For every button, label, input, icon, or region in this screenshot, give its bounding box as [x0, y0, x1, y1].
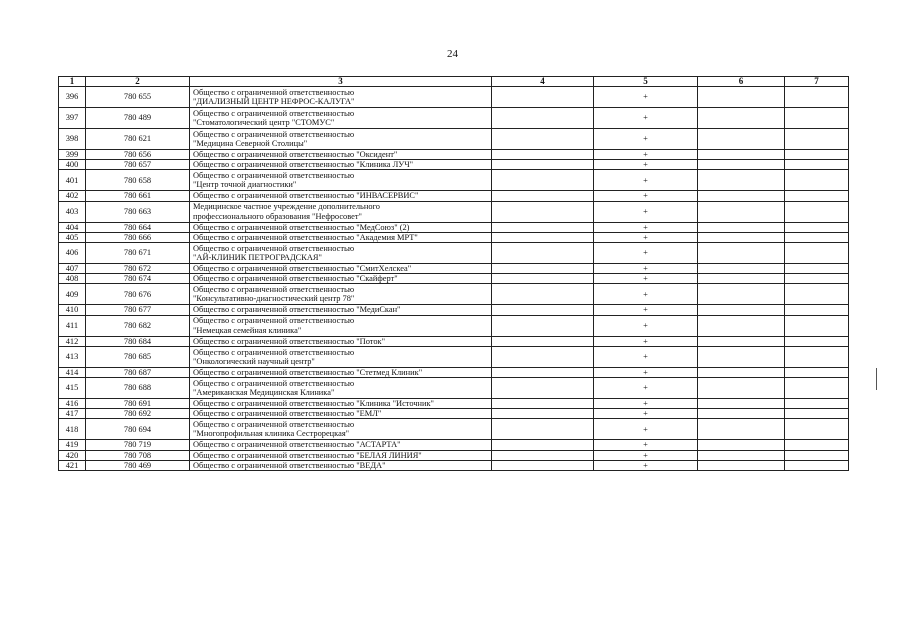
organization-name-line: Общество с ограниченной ответственностью [193, 347, 355, 357]
organization-name-cell [190, 305, 492, 315]
registry-code-cell: 780 682 [86, 315, 190, 336]
registry-code-cell: 780 657 [86, 160, 190, 170]
organization-name-line: Общество с ограниченной ответственностью "Скайферт" [193, 274, 398, 284]
table-row [59, 264, 849, 274]
participation-mark-cell: + [594, 367, 698, 377]
participation-mark-cell: + [594, 232, 698, 242]
column-7-cell [785, 170, 849, 191]
column-6-cell [698, 346, 785, 367]
row-number-cell: 403 [59, 201, 86, 222]
table-row [59, 336, 849, 346]
column-4-cell [492, 440, 594, 450]
registry-code-cell: 780 719 [86, 440, 190, 450]
column-7-cell [785, 129, 849, 150]
organization-name-cell [190, 87, 492, 108]
column-7-cell [785, 315, 849, 336]
margin-mark [876, 368, 877, 390]
table-row [59, 129, 849, 150]
organization-name-cell [190, 150, 492, 160]
organization-name-cell [190, 367, 492, 377]
column-7-cell [785, 108, 849, 129]
row-number-cell: 415 [59, 378, 86, 399]
participation-mark-cell: + [594, 399, 698, 409]
registry-code-cell: 780 685 [86, 346, 190, 367]
row-number-cell: 396 [59, 87, 86, 108]
column-header: 3 [190, 77, 492, 87]
registry-code-cell: 780 489 [86, 108, 190, 129]
organization-name-cell [190, 346, 492, 367]
column-6-cell [698, 108, 785, 129]
column-4-cell [492, 191, 594, 201]
participation-mark-cell: + [594, 409, 698, 419]
row-number-cell: 417 [59, 409, 86, 419]
participation-mark-cell: + [594, 129, 698, 150]
organization-name-line: Общество с ограниченной ответственностью "МедСоюз" (2) [193, 222, 410, 232]
organization-name-line: Общество с ограниченной ответственностью "СмитХелскеа" [193, 264, 412, 274]
column-4-cell [492, 419, 594, 440]
registry-code-cell: 780 469 [86, 460, 190, 470]
column-4-cell [492, 129, 594, 150]
organization-name-line: Общество с ограниченной ответственностью "ЕМЛ" [193, 409, 382, 419]
column-6-cell [698, 305, 785, 315]
organization-name-cell [190, 129, 492, 150]
column-6-cell [698, 399, 785, 409]
table-row [59, 378, 849, 399]
column-6-cell [698, 150, 785, 160]
column-7-cell [785, 150, 849, 160]
participation-mark-cell: + [594, 346, 698, 367]
table-row [59, 222, 849, 232]
column-7-cell [785, 274, 849, 284]
organization-name-cell [190, 201, 492, 222]
organization-name-cell [190, 450, 492, 460]
organization-name-line: Общество с ограниченной ответственностью "Академия МРТ" [193, 232, 418, 242]
column-4-cell [492, 450, 594, 460]
column-7-cell [785, 201, 849, 222]
header-row [59, 77, 849, 87]
column-7-cell [785, 367, 849, 377]
organization-name-cell [190, 170, 492, 191]
column-7-cell [785, 160, 849, 170]
column-7-cell [785, 232, 849, 242]
table-row [59, 450, 849, 460]
organization-name-line: профессионального образования "Нефросовет" [193, 211, 362, 221]
table-row [59, 440, 849, 450]
organization-name-line: Общество с ограниченной ответственностью "Клиника ЛУЧ" [193, 160, 414, 170]
column-4-cell [492, 201, 594, 222]
column-4-cell [492, 108, 594, 129]
registry-code-cell: 780 691 [86, 399, 190, 409]
registry-code-cell: 780 694 [86, 419, 190, 440]
column-header: 7 [785, 77, 849, 87]
column-4-cell [492, 160, 594, 170]
column-7-cell [785, 450, 849, 460]
column-6-cell [698, 336, 785, 346]
column-6-cell [698, 284, 785, 305]
organization-name-cell [190, 419, 492, 440]
registry-code-cell: 780 687 [86, 367, 190, 377]
organization-name-line: Общество с ограниченной ответственностью [193, 420, 355, 430]
organization-name-line: Общество с ограниченной ответственностью "ИНВАСЕРВИС" [193, 191, 419, 201]
column-7-cell [785, 243, 849, 264]
column-6-cell [698, 378, 785, 399]
organization-name-cell [190, 315, 492, 336]
column-4-cell [492, 170, 594, 191]
column-6-cell [698, 201, 785, 222]
row-number-cell: 406 [59, 243, 86, 264]
table-row [59, 305, 849, 315]
organization-name-cell [190, 440, 492, 450]
row-number-cell: 411 [59, 315, 86, 336]
column-6-cell [698, 191, 785, 201]
participation-mark-cell: + [594, 150, 698, 160]
row-number-cell: 418 [59, 419, 86, 440]
participation-mark-cell: + [594, 108, 698, 129]
organization-name-cell [190, 460, 492, 470]
organization-name-cell [190, 274, 492, 284]
column-7-cell [785, 399, 849, 409]
column-7-cell [785, 440, 849, 450]
organization-name-line: "Онкологический научный центр" [193, 356, 315, 366]
row-number-cell: 416 [59, 399, 86, 409]
row-number-cell: 401 [59, 170, 86, 191]
registry-code-cell: 780 664 [86, 222, 190, 232]
table-row [59, 367, 849, 377]
page-number: 24 [447, 48, 458, 60]
organization-name-cell [190, 232, 492, 242]
registry-code-cell: 780 708 [86, 450, 190, 460]
document-table [58, 76, 849, 471]
row-number-cell: 404 [59, 222, 86, 232]
table-row [59, 160, 849, 170]
row-number-cell: 413 [59, 346, 86, 367]
organization-name-line: Общество с ограниченной ответственностью "Клиника "Источник" [193, 399, 434, 409]
row-number-cell: 405 [59, 232, 86, 242]
registry-code-cell: 780 671 [86, 243, 190, 264]
organization-name-line: "Консультативно-диагностический центр 78" [193, 294, 355, 304]
column-4-cell [492, 460, 594, 470]
participation-mark-cell: + [594, 378, 698, 399]
organization-name-line: Общество с ограниченной ответственностью [193, 316, 355, 326]
column-4-cell [492, 243, 594, 264]
organization-name-line: Общество с ограниченной ответственностью "Поток" [193, 336, 385, 346]
registry-code-cell: 780 666 [86, 232, 190, 242]
registry-code-cell: 780 688 [86, 378, 190, 399]
organization-name-line: Медицинское частное учреждение дополнительного [193, 202, 380, 212]
column-6-cell [698, 170, 785, 191]
column-7-cell [785, 264, 849, 274]
participation-mark-cell: + [594, 191, 698, 201]
participation-mark-cell: + [594, 87, 698, 108]
column-6-cell [698, 315, 785, 336]
column-4-cell [492, 87, 594, 108]
row-number-cell: 407 [59, 264, 86, 274]
column-4-cell [492, 150, 594, 160]
organization-name-cell [190, 378, 492, 399]
participation-mark-cell: + [594, 305, 698, 315]
participation-mark-cell: + [594, 201, 698, 222]
organization-name-line: Общество с ограниченной ответственностью [193, 87, 355, 97]
registry-code-cell: 780 621 [86, 129, 190, 150]
column-6-cell [698, 274, 785, 284]
organization-name-line: Общество с ограниченной ответственностью "АСТАРТА" [193, 440, 401, 450]
column-6-cell [698, 160, 785, 170]
column-4-cell [492, 274, 594, 284]
organization-name-cell [190, 191, 492, 201]
registry-code-cell: 780 676 [86, 284, 190, 305]
organization-name-line: Общество с ограниченной ответственностью "Стетмед Клиник" [193, 367, 423, 377]
column-header: 4 [492, 77, 594, 87]
column-7-cell [785, 305, 849, 315]
organization-name-cell [190, 222, 492, 232]
column-7-cell [785, 284, 849, 305]
column-4-cell [492, 399, 594, 409]
organization-name-cell [190, 409, 492, 419]
organization-name-line: "ДИАЛИЗНЫЙ ЦЕНТР НЕФРОС-КАЛУГА" [193, 97, 355, 106]
table-row [59, 150, 849, 160]
row-number-cell: 399 [59, 150, 86, 160]
organization-name-cell [190, 264, 492, 274]
column-6-cell [698, 440, 785, 450]
table-row [59, 409, 849, 419]
organization-name-line: "Центр точной диагностики" [193, 180, 297, 190]
column-header: 5 [594, 77, 698, 87]
column-6-cell [698, 222, 785, 232]
organization-name-line: "Стоматологический центр "СТОМУС" [193, 118, 335, 127]
column-7-cell [785, 222, 849, 232]
row-number-cell: 398 [59, 129, 86, 150]
column-7-cell [785, 191, 849, 201]
row-number-cell: 397 [59, 108, 86, 129]
organization-name-line: "АЙ-КЛИНИК ПЕТРОГРАДСКАЯ" [193, 253, 322, 263]
table-row [59, 170, 849, 191]
organization-name-line: "Многопрофильная клиника Сестрорецкая" [193, 429, 350, 439]
registry-code-cell: 780 674 [86, 274, 190, 284]
table-row [59, 346, 849, 367]
participation-mark-cell: + [594, 160, 698, 170]
table-row [59, 243, 849, 264]
column-7-cell [785, 378, 849, 399]
column-6-cell [698, 419, 785, 440]
column-4-cell [492, 232, 594, 242]
participation-mark-cell: + [594, 440, 698, 450]
organization-name-line: Общество с ограниченной ответственностью "БЕЛАЯ ЛИНИЯ" [193, 450, 422, 460]
registry-code-cell: 780 692 [86, 409, 190, 419]
participation-mark-cell: + [594, 315, 698, 336]
participation-mark-cell: + [594, 222, 698, 232]
table-row [59, 201, 849, 222]
column-4-cell [492, 315, 594, 336]
registry-code-cell: 780 672 [86, 264, 190, 274]
row-number-cell: 421 [59, 460, 86, 470]
column-6-cell [698, 367, 785, 377]
registry-code-cell: 780 658 [86, 170, 190, 191]
column-6-cell [698, 450, 785, 460]
table-row [59, 274, 849, 284]
column-6-cell [698, 460, 785, 470]
organization-name-cell [190, 160, 492, 170]
organization-name-line: Общество с ограниченной ответственностью [193, 108, 355, 118]
organization-name-line: Общество с ограниченной ответственностью "ВЕДА" [193, 460, 386, 470]
column-4-cell [492, 378, 594, 399]
participation-mark-cell: + [594, 170, 698, 191]
column-4-cell [492, 222, 594, 232]
participation-mark-cell: + [594, 284, 698, 305]
row-number-cell: 414 [59, 367, 86, 377]
organization-name-line: Общество с ограниченной ответственностью "МедиСкан" [193, 305, 401, 315]
column-7-cell [785, 336, 849, 346]
participation-mark-cell: + [594, 460, 698, 470]
organization-name-line: Общество с ограниченной ответственностью [193, 378, 355, 388]
row-number-cell: 412 [59, 336, 86, 346]
table-body [59, 87, 849, 471]
column-6-cell [698, 264, 785, 274]
column-header: 1 [59, 77, 86, 87]
participation-mark-cell: + [594, 450, 698, 460]
column-6-cell [698, 232, 785, 242]
organization-name-line: "Немецкая семейная клиника" [193, 325, 302, 335]
column-6-cell [698, 409, 785, 419]
organization-name-line: Общество с ограниченной ответственностью [193, 129, 355, 139]
column-7-cell [785, 409, 849, 419]
row-number-cell: 400 [59, 160, 86, 170]
table-row [59, 460, 849, 470]
participation-mark-cell: + [594, 274, 698, 284]
organization-name-cell [190, 399, 492, 409]
column-6-cell [698, 87, 785, 108]
column-6-cell [698, 129, 785, 150]
column-4-cell [492, 305, 594, 315]
participation-mark-cell: + [594, 243, 698, 264]
table-row [59, 108, 849, 129]
column-header: 2 [86, 77, 190, 87]
column-7-cell [785, 87, 849, 108]
organization-name-cell [190, 336, 492, 346]
registry-code-cell: 780 663 [86, 201, 190, 222]
registry-code-cell: 780 656 [86, 150, 190, 160]
organization-name-line: "Медицина Северной Столицы" [193, 139, 308, 148]
organization-name-line: Общество с ограниченной ответственностью [193, 285, 355, 295]
registry-code-cell: 780 677 [86, 305, 190, 315]
column-4-cell [492, 346, 594, 367]
organization-name-line: Общество с ограниченной ответственностью "Оксидент" [193, 150, 398, 159]
column-header: 6 [698, 77, 785, 87]
table-row [59, 191, 849, 201]
row-number-cell: 409 [59, 284, 86, 305]
row-number-cell: 408 [59, 274, 86, 284]
column-4-cell [492, 284, 594, 305]
organization-name-line: Общество с ограниченной ответственностью [193, 243, 355, 253]
table-row [59, 419, 849, 440]
column-7-cell [785, 419, 849, 440]
column-6-cell [698, 243, 785, 264]
organization-name-cell [190, 284, 492, 305]
participation-mark-cell: + [594, 419, 698, 440]
table-row [59, 232, 849, 242]
table-row [59, 87, 849, 108]
registry-code-cell: 780 684 [86, 336, 190, 346]
column-4-cell [492, 336, 594, 346]
row-number-cell: 419 [59, 440, 86, 450]
registry-code-cell: 780 661 [86, 191, 190, 201]
table-row [59, 284, 849, 305]
column-7-cell [785, 346, 849, 367]
table-row [59, 399, 849, 409]
column-4-cell [492, 367, 594, 377]
participation-mark-cell: + [594, 264, 698, 274]
row-number-cell: 410 [59, 305, 86, 315]
participation-mark-cell: + [594, 336, 698, 346]
organization-name-cell [190, 243, 492, 264]
organization-name-cell [190, 108, 492, 129]
table-row [59, 315, 849, 336]
organization-name-line: "Американская Медицинская Клиника" [193, 388, 335, 398]
organization-name-line: Общество с ограниченной ответственностью [193, 171, 355, 181]
column-4-cell [492, 264, 594, 274]
registry-code-cell: 780 655 [86, 87, 190, 108]
row-number-cell: 420 [59, 450, 86, 460]
column-4-cell [492, 409, 594, 419]
column-7-cell [785, 460, 849, 470]
row-number-cell: 402 [59, 191, 86, 201]
